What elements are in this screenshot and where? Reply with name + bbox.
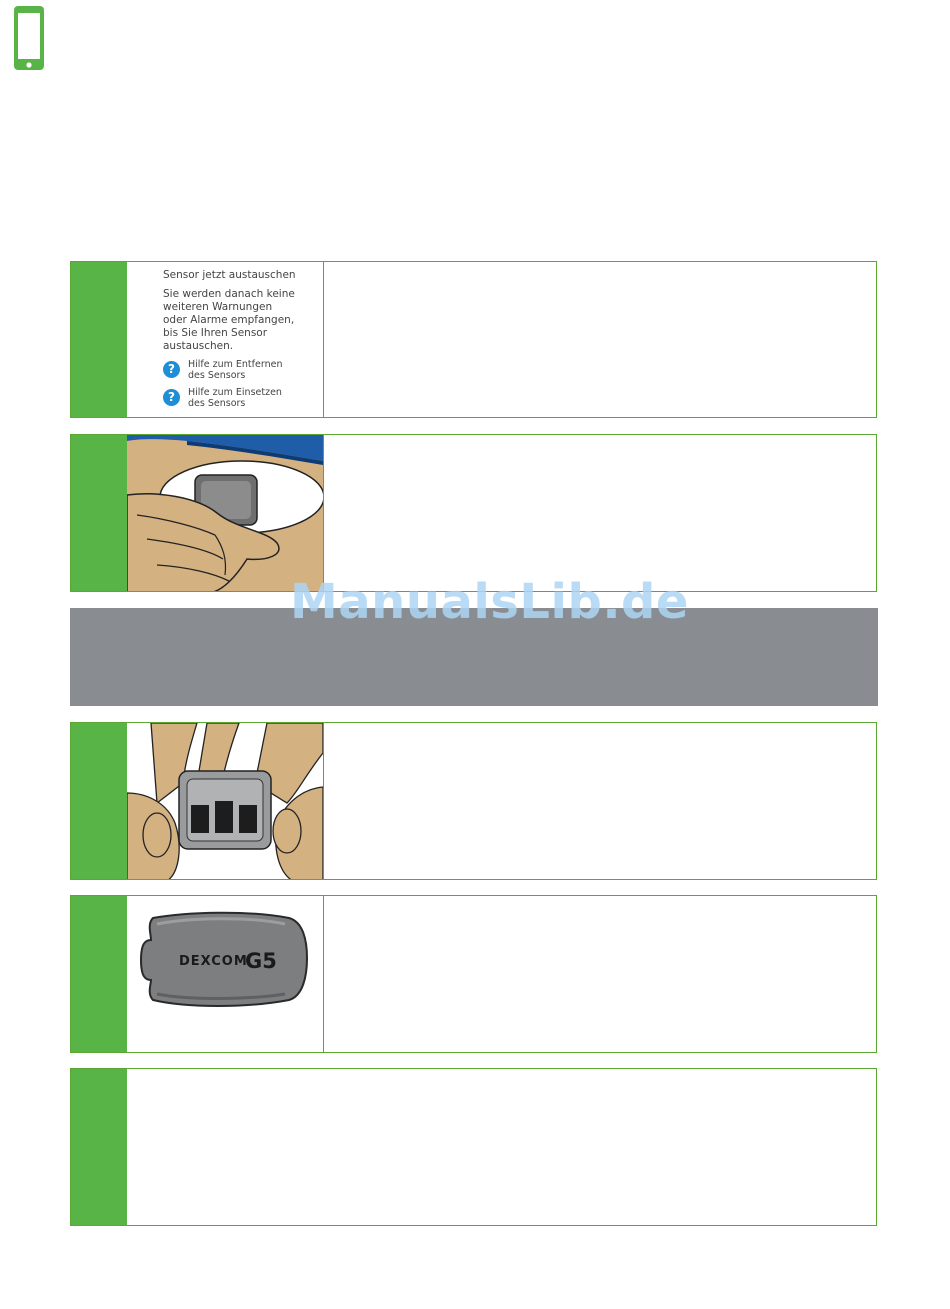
transmitter-illustration xyxy=(127,896,324,1052)
question-icon: ? xyxy=(163,361,180,378)
screen-message: Sie werden danach keine weiteren Warnungen oder Alarme empfangen, bis Sie Ihren Sensor austauschen. xyxy=(163,288,295,352)
step-marker-bar xyxy=(71,1069,127,1225)
step-row-1 xyxy=(70,261,877,418)
remove-sensor-illustration xyxy=(127,435,324,591)
break-sensor-pod-illustration xyxy=(127,723,324,879)
help-insert-sensor-item: ? Hilfe zum Einsetzen des Sensors xyxy=(163,387,323,409)
transmitter-model: G5 xyxy=(245,949,277,973)
watermark: ManualsLib.de xyxy=(290,574,689,630)
step-row-5 xyxy=(70,1068,877,1226)
transmitter-brand: DEXCOM xyxy=(179,954,248,969)
screen-title: Sensor jetzt austauschen xyxy=(163,269,296,281)
step-text-area xyxy=(324,896,876,1052)
app-screen-illustration xyxy=(127,262,324,417)
step-marker-bar xyxy=(71,723,127,879)
step-text-area xyxy=(128,1069,876,1225)
smartphone-icon xyxy=(13,5,45,71)
step-row-3 xyxy=(70,722,877,880)
step-text-area xyxy=(324,262,876,417)
step-row-4 xyxy=(70,895,877,1053)
step-marker-bar xyxy=(71,896,127,1052)
step-marker-bar xyxy=(71,435,127,591)
step-text-area xyxy=(324,723,876,879)
help-remove-sensor-item: ? Hilfe zum Entfernen des Sensors xyxy=(163,359,323,381)
step-text-area xyxy=(324,435,876,591)
step-marker-bar xyxy=(71,262,127,417)
step-row-2 xyxy=(70,434,877,592)
question-icon: ? xyxy=(163,389,180,406)
